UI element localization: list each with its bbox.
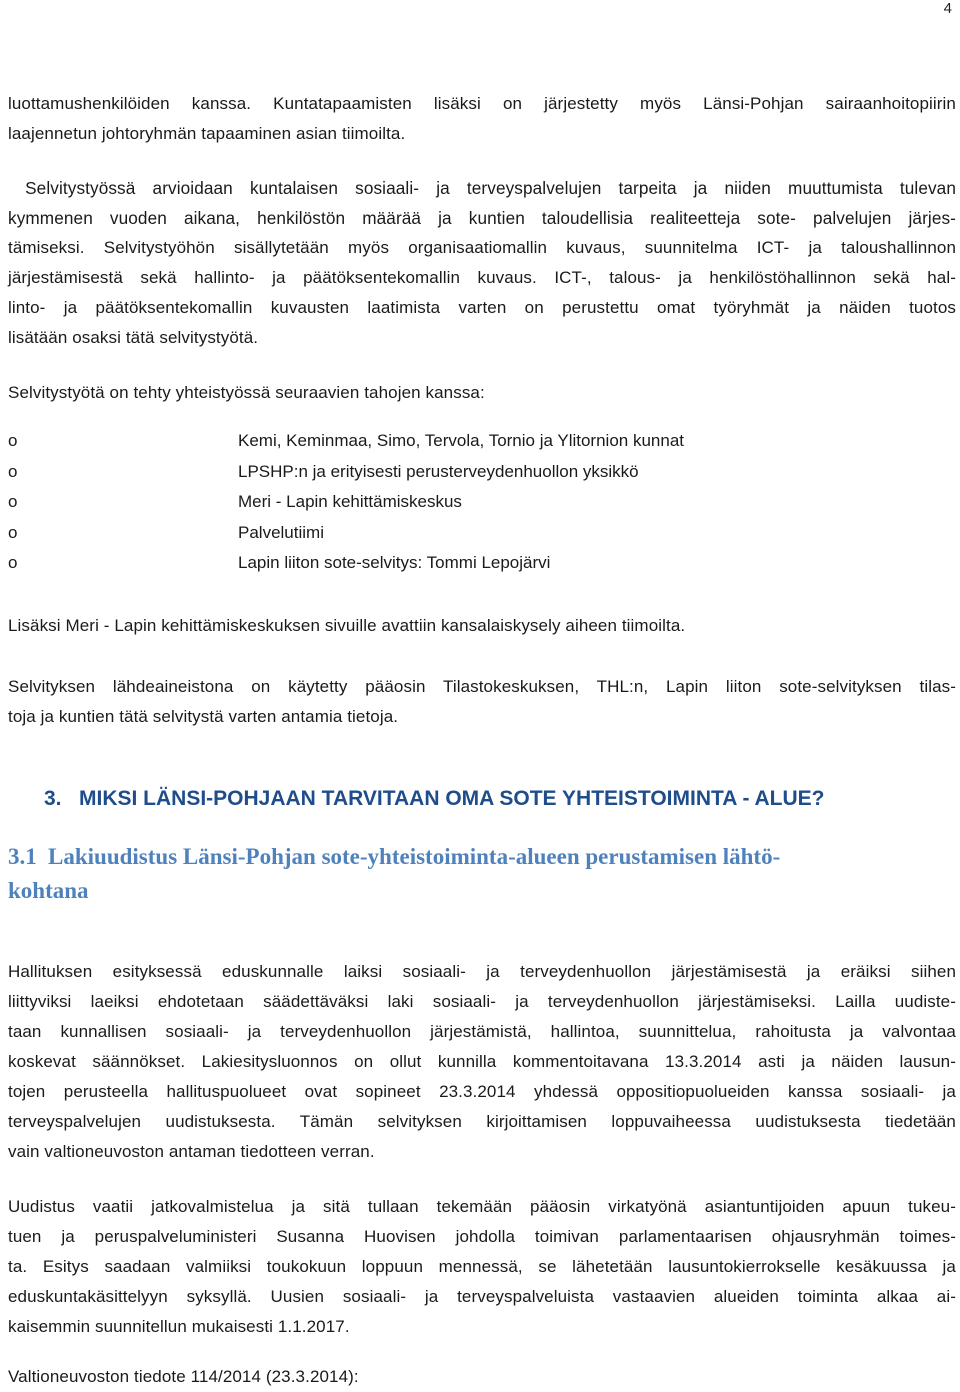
subsection-title-line: kohtana bbox=[8, 878, 89, 903]
text-line: Selvityksen lähdeaineistona on käytetty pääosin Tilastokeskuksen, THL:n, Lapin liiton sote-selvityksen tilas- bbox=[8, 677, 956, 696]
subsection-number: 3.1 bbox=[8, 844, 37, 869]
paragraph-collaboration-intro bbox=[8, 378, 956, 408]
paragraph-intro bbox=[8, 89, 956, 149]
text-line: kymmenen vuoden aikana, henkilöstön määrää ja kuntien taloudellisia realiteetteja sote- palvelujen järjes- bbox=[8, 208, 956, 228]
text-line: Lisäksi Meri - Lapin kehittämiskeskuksen sivuille avattiin kansalaiskysely aiheen tiimoilta. bbox=[8, 616, 686, 635]
paragraph-selvitystyo bbox=[8, 173, 956, 353]
paragraph-reform bbox=[8, 1192, 956, 1342]
page-number: 4 bbox=[943, 0, 952, 17]
bullet-icon: o bbox=[8, 461, 18, 481]
text-line: laajennetun johtoryhmän tapaaminen asian tiimoilta. bbox=[8, 124, 406, 143]
paragraph-survey bbox=[8, 611, 956, 641]
paragraph-sources bbox=[8, 672, 956, 732]
text-line: Selvitystyössä arvioidaan kuntalaisen sosiaali- ja terveyspalvelujen tarpeita ja niiden muuttumista tulevan bbox=[8, 178, 956, 198]
text-line: Valtioneuvoston tiedote 114/2014 (23.3.2014): bbox=[8, 1367, 359, 1386]
text-line: eduskuntakäsittelyyn syksyllä. Uusien sosiaali- ja terveyspalveluista vastaavien alueiden toiminta alkaa ai- bbox=[8, 1287, 956, 1306]
text-line: lisätään osaksi tätä selvitystyötä. bbox=[8, 328, 259, 347]
text-line: terveyspalvelujen uudistuksesta. Tämän selvityksen kirjoittamisen loppuvaiheessa uudistuksesta tiedetään bbox=[8, 1112, 956, 1131]
text-line: tuen ja peruspalveluministeri Susanna Huovisen johdolla toimivan parlamentaarisen ohjausryhmän toimes- bbox=[8, 1227, 956, 1246]
text-line: vain valtioneuvoston antaman tiedotteen verran. bbox=[8, 1142, 375, 1161]
text-line: luottamushenkilöiden kanssa. Kuntatapaamisten lisäksi on järjestetty myös Länsi-Pohjan sairaanhoitopiirin bbox=[8, 94, 956, 113]
bullet-icon: o bbox=[8, 522, 18, 542]
bullet-icon: o bbox=[8, 431, 18, 450]
text-line: tojen perusteella hallituspuolueet ovat sopineet 23.3.2014 yhdessä oppositiopuolueiden kanssa sosiaali- ja bbox=[8, 1082, 956, 1101]
paragraph-press-release bbox=[8, 1362, 956, 1392]
subsection-title-line: Lakiuudistus Länsi-Pohjan sote-yhteistoiminta-alueen perustamisen lähtö- bbox=[48, 844, 781, 869]
text-line: kaisemmin suunnitellun mukaisesti 1.1.2017. bbox=[8, 1317, 350, 1336]
text-line: toja ja kuntien tätä selvitystä varten antamia tietoja. bbox=[8, 707, 399, 726]
text-line: tämiseksi. Selvitystyöhön sisällytetään myös organisaatiomallin kuvaus, suunnitelma ICT- ja taloushallinnon bbox=[8, 238, 956, 257]
text-line: Uudistus vaatii jatkovalmistelua ja sitä tullaan tekemään pääosin virkatyönä asiantuntijoiden apuun tukeu- bbox=[8, 1197, 956, 1216]
text-line: linto- ja päätöksentekomallin kuvausten laatimista varten on perustettu omat työryhmät ja näiden tuotos bbox=[8, 298, 956, 317]
section-title: MIKSI LÄNSI-POHJAAN TARVITAAN OMA SOTE YHTEISTOIMINTA - ALUE? bbox=[79, 787, 825, 810]
paragraph-government-proposal bbox=[8, 957, 956, 1167]
text-line: Hallituksen esityksessä eduskunnalle laiksi sosiaali- ja terveydenhuollon järjestämisestä ja eräiksi siihen bbox=[8, 962, 956, 981]
text-line: järjestämisestä sekä hallinto- ja päätöksentekomallin kuvaus. ICT-, talous- ja henkilöstöhallinnon sekä hal- bbox=[8, 268, 956, 287]
text-line: taan kunnallisen sosiaali- ja terveydenhuollon järjestämistä, hallintoa, suunnittelua, rahoitusta ja valvontaa bbox=[8, 1022, 956, 1041]
text-line: liittyviksi laeiksi ehdotetaan säädettäväksi laki sosiaali- ja terveydenhuollon järjestämiseksi. Lailla uudiste- bbox=[8, 992, 956, 1011]
text-line: koskevat säännökset. Lakiesitysluonnos on ollut kunnilla kommentoitavana 13.3.2014 asti ja näiden lausun- bbox=[8, 1052, 956, 1071]
section-number: 3. bbox=[44, 787, 62, 810]
text-line: Selvitystyötä on tehty yhteistyössä seuraavien tahojen kanssa: bbox=[8, 383, 485, 402]
bullet-icon: o bbox=[8, 492, 18, 511]
bullet-icon: o bbox=[8, 553, 18, 572]
text-line: ta. Esitys saadaan valmiiksi toukokuun loppuun mennessä, se lähetetään lausuntokierrokselle kesäkuussa ja bbox=[8, 1257, 956, 1276]
